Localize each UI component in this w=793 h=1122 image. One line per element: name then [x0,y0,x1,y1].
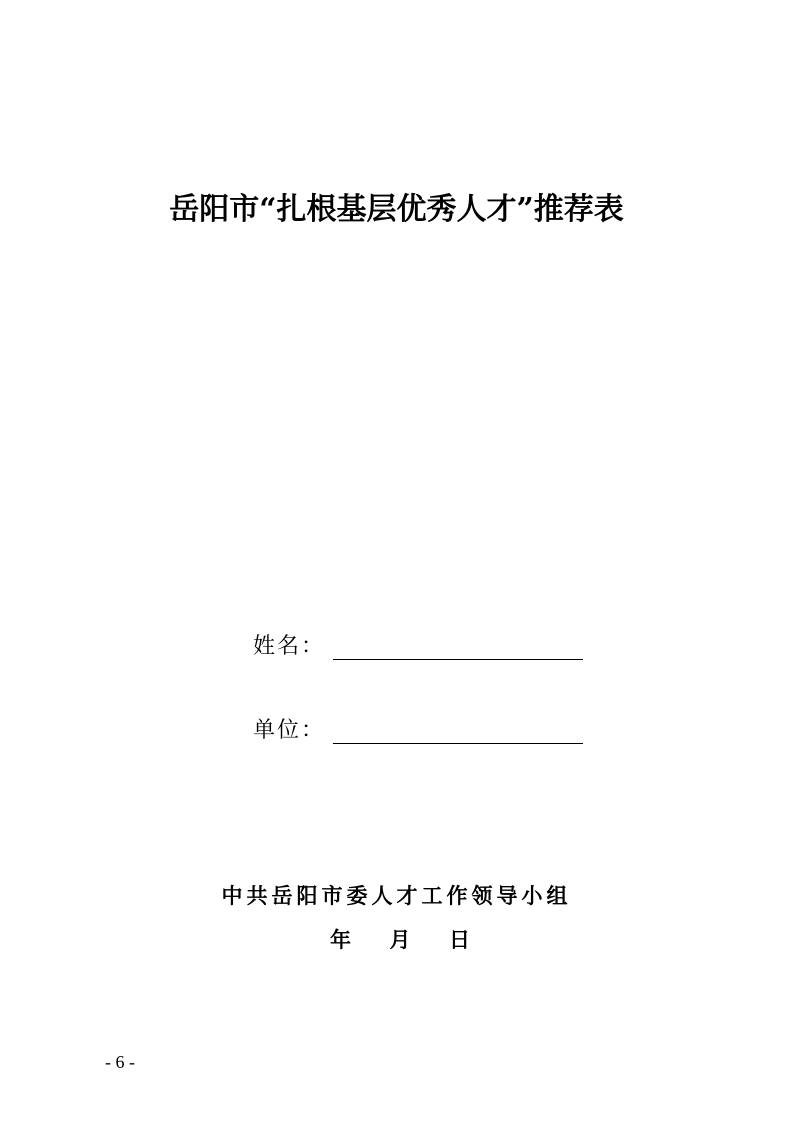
unit-label: 单位： [253,718,326,743]
unit-blank-line[interactable] [333,715,583,744]
organization-name: 中共岳阳市委人才工作领导小组 [221,884,572,908]
day-label: 日 [449,928,470,952]
page-number: - 6 - [105,1052,135,1072]
name-field-row [253,622,583,662]
month-label: 月 [389,928,411,952]
name-label: 姓名： [253,634,326,659]
date-row [330,924,470,956]
document-title: 岳阳市“扎根基层优秀人才”推荐表 [169,192,624,227]
unit-field-row [253,706,583,746]
year-label: 年 [330,928,351,952]
name-blank-line[interactable] [333,631,583,660]
